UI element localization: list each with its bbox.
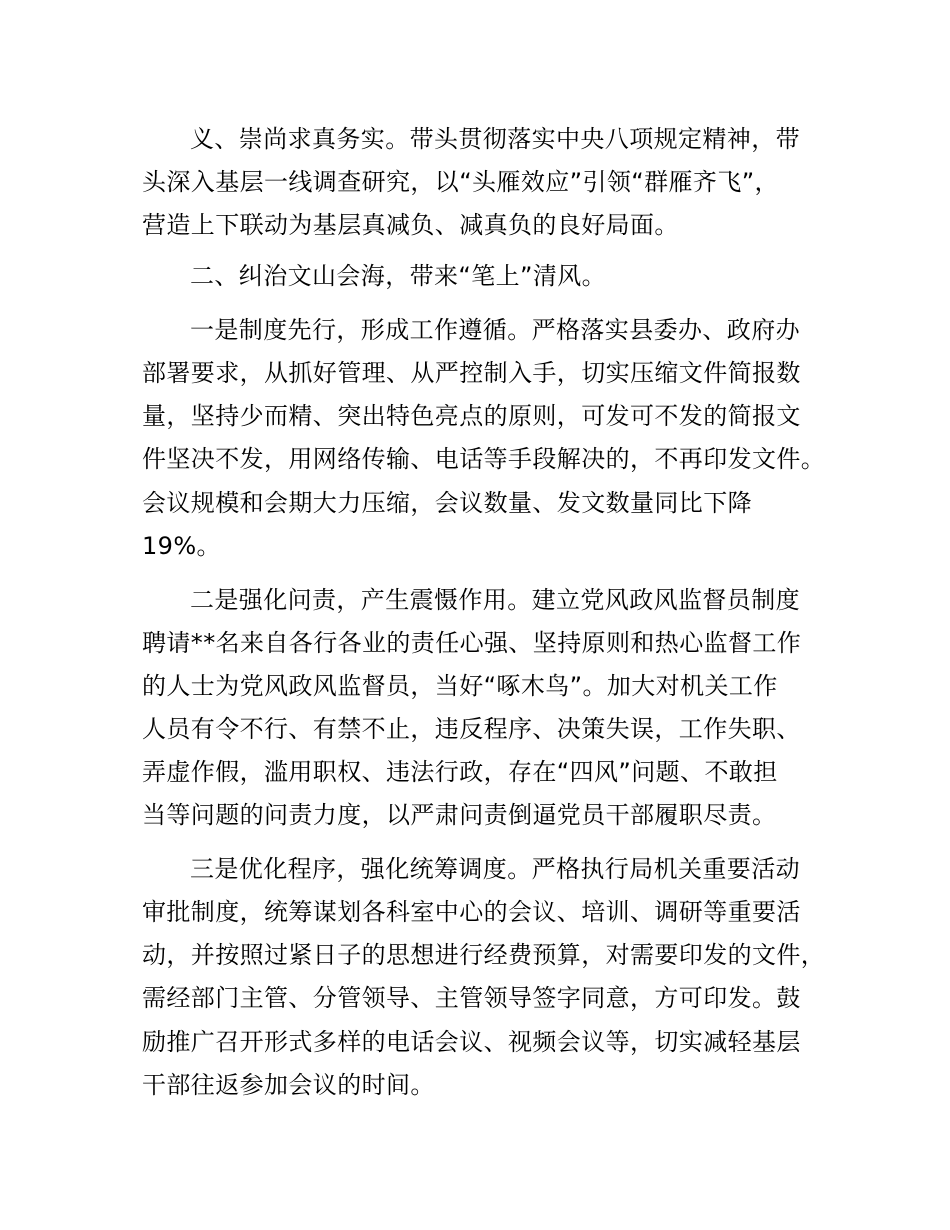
text-line: 件坚决不发，用网络传输、电话等手段解决的，不再印发文件。 [142,445,826,473]
text-line: 干部往返参加会议的时间。 [142,1071,435,1099]
text-line: 一是制度先行，形成工作遵循。严格落实县委办、政府办 [190,316,800,344]
text-line: 人员有令不行、有禁不止，违反程序、决策失误，工作失职、 [142,715,801,743]
text-line: 三是优化程序，强化统筹调度。严格执行局机关重要活动 [190,855,800,883]
text-line: 聘请**名来自各行各业的责任心强、坚持原则和热心监督工作 [142,629,802,657]
text-line: 动，并按照过紧日子的思想进行经费预算，对需要印发的文件， [142,941,826,969]
text-line: 头深入基层一线调查研究，以“头雁效应”引领“群雁齐飞”， [142,168,779,196]
text-line: 会议规模和会期大力压缩，会议数量、发文数量同比下降 [142,489,752,517]
text-line: 需经部门主管、分管领导、主管领导签字同意，方可印发。鼓 [142,984,801,1012]
text-line: 的人士为党风政风监督员，当好“啄木鸟”。加大对机关工作 [142,672,778,700]
section-heading: 二、纠治文山会海，带来“笔上”清风。 [190,262,607,290]
text-line: 二是强化问责，产生震慑作用。建立党风政风监督员制度 [190,586,800,614]
text-line: 当等问题的问责力度，以严肃问责倒逼党员干部履职尽责。 [142,801,777,829]
text-line: 审批制度，统筹谋划各科室中心的会议、培训、调研等重要活 [142,898,801,926]
text-line: 弄虚作假，滥用职权、违法行政，存在“四风”问题、不敢担 [142,758,778,786]
text-line: 励推广召开形式多样的电话会议、视频会议等，切实减轻基层 [142,1028,801,1056]
text-line: 量，坚持少而精、突出特色亮点的原则，可发可不发的简报文 [142,402,801,430]
text-line: 义、崇尚求真务实。带头贯彻落实中央八项规定精神，带 [190,125,800,153]
text-line: 19%。 [142,532,221,560]
text-line: 部署要求，从抓好管理、从严控制入手，切实压缩文件简报数 [142,359,801,387]
text-line: 营造上下联动为基层真减负、减真负的良好局面。 [142,211,679,239]
